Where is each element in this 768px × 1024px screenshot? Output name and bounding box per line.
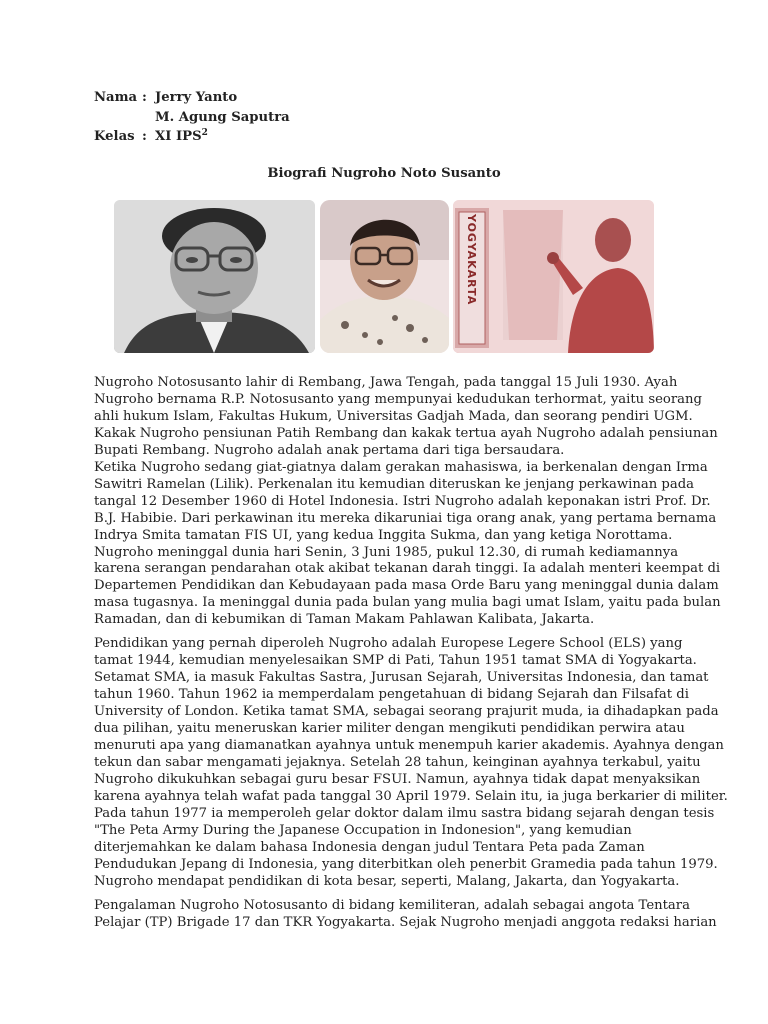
text-line: masa tugasnya. Ia meninggal dunia pada bulan yang mulia bagi umat Islam, yaitu pada bulan xyxy=(94,595,721,611)
text-line: Pengalaman Nugroho Notosusanto di bidang kemiliteran, adalah sebagai angota Tentara xyxy=(94,897,690,913)
text-line: Bupati Rembang. Nugroho adalah anak pertama dari tiga bersaudara. xyxy=(94,442,565,458)
text-line: Nugroho dikukuhkan sebagai guru besar FSUI. Namun, ayahnya tidak dapat menyaksikan xyxy=(94,771,701,787)
name-row xyxy=(94,88,290,108)
text-line: "The Peta Army During the Japanese Occupation in Indonesion", yang kemudian xyxy=(94,822,632,838)
text-line: diterjemahkan ke dalam bahasa Indonesia dengan judul Tentara Peta pada Zaman xyxy=(94,839,645,855)
text-line: University of London. Ketika tamat SMA, sebagai seorang prajurit muda, ia dihadapkan pada xyxy=(94,704,719,720)
document-body xyxy=(94,375,728,932)
text-line: Departemen Pendidikan dan Kebudayaan pada masa Orde Baru yang meninggal dunia dalam xyxy=(94,578,719,594)
name-row-2 xyxy=(94,108,290,128)
name-label: Nama xyxy=(94,90,138,105)
colon: : xyxy=(142,129,147,144)
class-row xyxy=(94,127,290,147)
text-line: Setamat SMA, ia masuk Fakultas Sastra, Jurusan Sejarah, Universitas Indonesia, dan tamat xyxy=(94,670,709,686)
paragraph xyxy=(94,636,728,890)
plaque-photo xyxy=(453,200,654,353)
text-line: Indrya Smita tamatan FIS UI, yang kedua Inggita Sukma, dan yang ketiga Norottama. xyxy=(94,527,673,543)
student-info xyxy=(94,88,290,147)
photo-collage xyxy=(114,200,654,353)
student-name: Jerry Yanto xyxy=(155,90,238,105)
sign-text: YOGYAKARTA xyxy=(465,214,478,306)
text-line: Nugroho meninggal dunia hari Senin, 3 Juni 1985, pukul 12.30, di rumah kediamannya xyxy=(94,544,679,560)
text-line: tekun dan sabar mengamati jejaknya. Setelah 28 tahun, keinginan ayahnya terkabul, yaitu xyxy=(94,754,701,770)
class-label: Kelas xyxy=(94,129,135,144)
text-line: Nugroho Notosusanto lahir di Rembang, Jawa Tengah, pada tanggal 15 Juli 1930. Ayah xyxy=(94,375,678,390)
text-line: Kakak Nugroho pensiunan Patih Rembang dan kakak tertua ayah Nugroho adalah pensiunan xyxy=(94,425,718,441)
text-line: Nugroho bernama R.P. Notosusanto yang mempunyai kedudukan terhormat, yaitu seorang xyxy=(94,391,702,407)
class-superscript: 2 xyxy=(201,128,208,138)
colon: : xyxy=(142,90,147,105)
text-line: karena ayahnya telah wafat pada tanggal 30 April 1979. Selain itu, ia juga berkarier di militer. xyxy=(94,788,728,804)
text-line: Pendudukan Jepang di Indonesia, yang diterbitkan oleh penerbit Gramedia pada tahun 1979. xyxy=(94,856,718,872)
text-line: menuruti apa yang diamanatkan ayahnya untuk menempuh karier akademis. Ayahnya dengan xyxy=(94,738,724,754)
class-value: XI IPS$^2$ xyxy=(155,128,208,144)
student-name: M. Agung Saputra xyxy=(155,109,290,125)
text-line: Pada tahun 1977 ia memperoleh gelar doktor dalam ilmu sastra bidang sejarah dengan tesis xyxy=(94,805,715,821)
text-line: tahun 1960. Tahun 1962 ia memperdalam pengetahuan di bidang Sejarah dan Filsafat di xyxy=(94,687,689,703)
text-line: ahli hukum Islam, Fakultas Hukum, Universitas Gadjah Mada, dan seorang pendiri UGM. xyxy=(94,408,693,424)
portrait-photo xyxy=(114,200,315,353)
text-line: karena serangan pendarahan otak akibat tekanan darah tinggi. Ia adalah menteri keempat di xyxy=(94,561,721,577)
text-line: dua pilihan, yaitu meneruskan karier militer dengan mengikuti pendidikan perwira atau xyxy=(94,721,685,737)
text-line: Ramadan, dan di kebumikan di Taman Makam Pahlawan Kalibata, Jakarta. xyxy=(94,612,595,628)
text-line: tangal 12 Desember 1960 di Hotel Indonesia. Istri Nugroho adalah keponakan istri Prof. Dr. xyxy=(94,493,711,509)
text-line: Sawitri Ramelan (Lilik). Perkenalan itu kemudian diteruskan ke jenjang perkawinan pada xyxy=(94,476,695,492)
text-line: Nugroho mendapat pendidikan di kota besar, seperti, Malang, Jakarta, dan Yogyakarta. xyxy=(94,873,680,889)
text-line: Pendidikan yang pernah diperoleh Nugroho adalah Europese Legere School (ELS) yang xyxy=(94,636,683,652)
text-line: tamat 1944, kemudian menyelesaikan SMP di Pati, Tahun 1951 tamat SMA di Yogyakarta. xyxy=(94,653,697,669)
text-line: Pelajar (TP) Brigade 17 dan TKR Yogyakarta. Sejak Nugroho menjadi anggota redaksi harian xyxy=(94,914,717,930)
paragraph xyxy=(94,375,721,629)
text-line: Ketika Nugroho sedang giat-giatnya dalam gerakan mahasiswa, ia berkenalan dengan Irma xyxy=(94,459,708,475)
paragraph xyxy=(94,897,717,932)
page-title: Biografi Nugroho Noto Susanto xyxy=(267,166,501,181)
text-line: B.J. Habibie. Dari perkawinan itu mereka dikaruniai tiga orang anak, yang pertama bernama xyxy=(94,510,717,526)
portrait-photo xyxy=(320,200,449,353)
